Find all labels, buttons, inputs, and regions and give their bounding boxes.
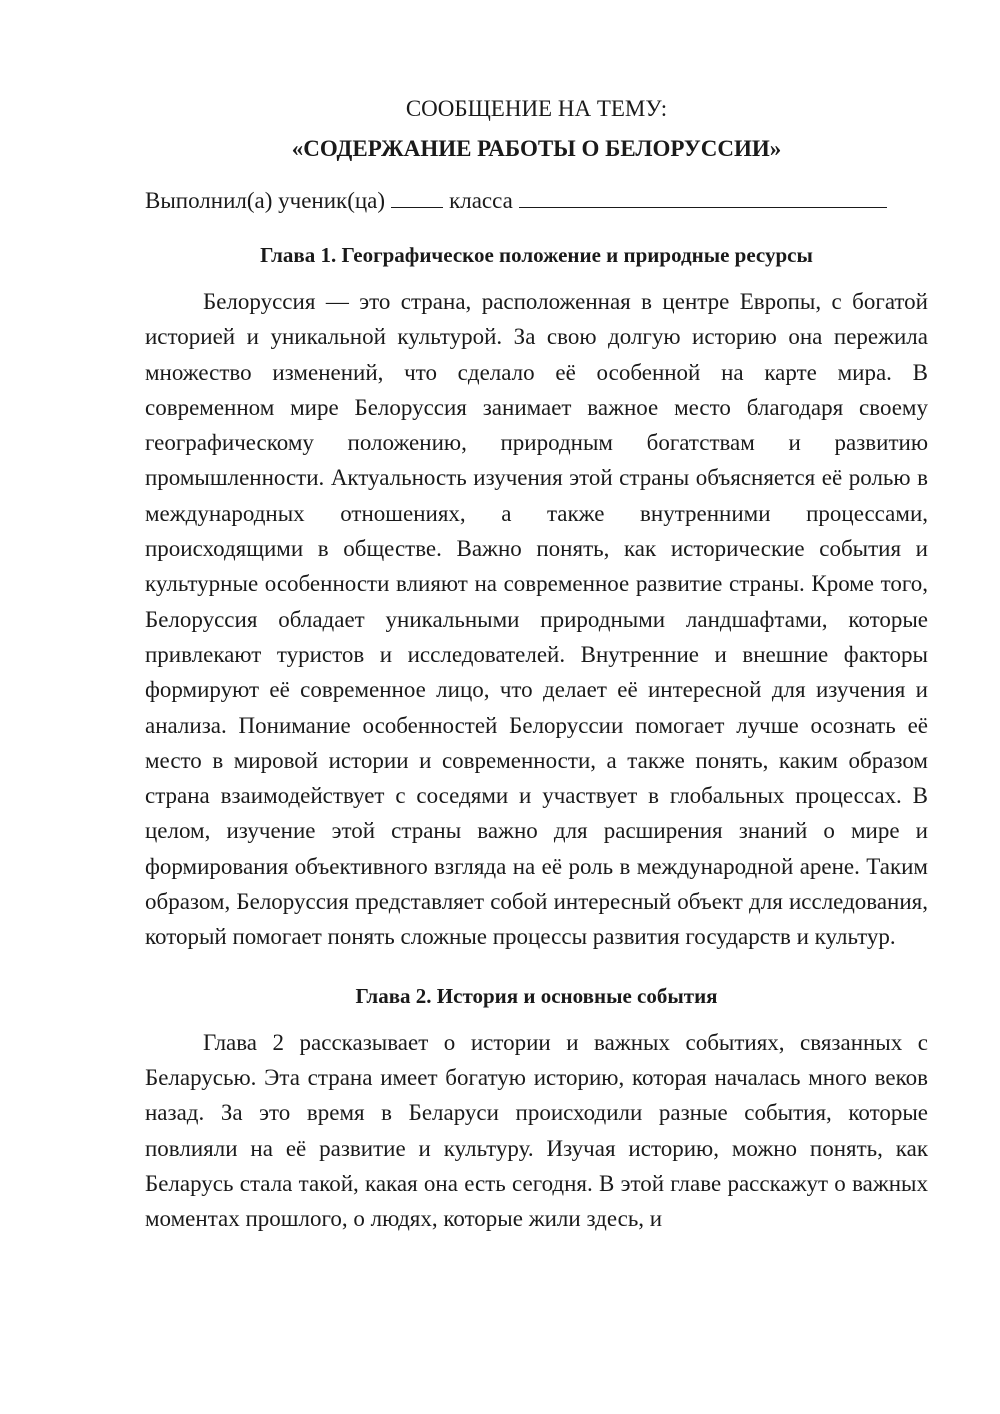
- chapter-2-paragraph: Глава 2 рассказывает о истории и важных событиях, связанных с Беларусью. Эта страна имеет богатую историю, которая началась много веков назад. За это время в Беларуси происходили разные события, которые повлияли на её развитие и культуру. Изучая историю, можно понять, как Беларусь стала такой, какая она есть сегодня. В этой главе расскажут о важных моментах прошлого, о людях, которые жили здесь, и: [145, 1029, 928, 1232]
- author-prefix: Выполнил(а) ученик(ца): [145, 188, 386, 213]
- chapter-1-heading: Глава 1. Географическое положение и природные ресурсы: [260, 243, 813, 267]
- class-number-blank: [391, 187, 443, 208]
- author-class-label: класса: [449, 188, 513, 213]
- document-page: [145, 92, 928, 1236]
- author-name-blank: [519, 187, 887, 208]
- chapter-2-heading: Глава 2. История и основные события: [355, 983, 718, 1008]
- document-title: «СОДЕРЖАНИЕ РАБОТЫ О БЕЛОРУССИИ»: [291, 136, 782, 161]
- chapter-1-paragraph: Белоруссия — это страна, расположенная в центре Европы, с богатой историей и уникальной культурой. За свою долгую историю она пережила множество изменений, что сделало её особенной на карте мира. В современном мире Белоруссия занимает важное место благодаря своему географическому положению, природным богатствам и развитию промышленности. Актуальность изучения этой страны объясняется её ролью в международных отношениях, а также внутренними процессами, происходящими в обществе. Важно понять, как исторические события и культурные особенности влияют на современное развитие страны. Кроме того, Белоруссия обладает уникальными природными ландшафтами, которые привлекают туристов и исследователей. Внутренние и внешние факторы формируют её современное лицо, что делает её интересной для изучения и анализа. Понимание особенностей Белоруссии помогает лучше осознать её место в мировой истории и современности, а также понять, каким образом страна взаимодействует с соседями и участвует в глобальных процессах. В целом, изучение этой страны важно для расширения знаний о мире и формирования объективного взгляда на её роль в международной арене. Таким образом, Белоруссия представляет собой интересный объект для исследования, который помогает понять сложные процессы развития государств и культур.: [145, 289, 928, 950]
- author-line: [145, 184, 928, 218]
- document-title-line1: СООБЩЕНИЕ НА ТЕМУ:: [405, 96, 668, 121]
